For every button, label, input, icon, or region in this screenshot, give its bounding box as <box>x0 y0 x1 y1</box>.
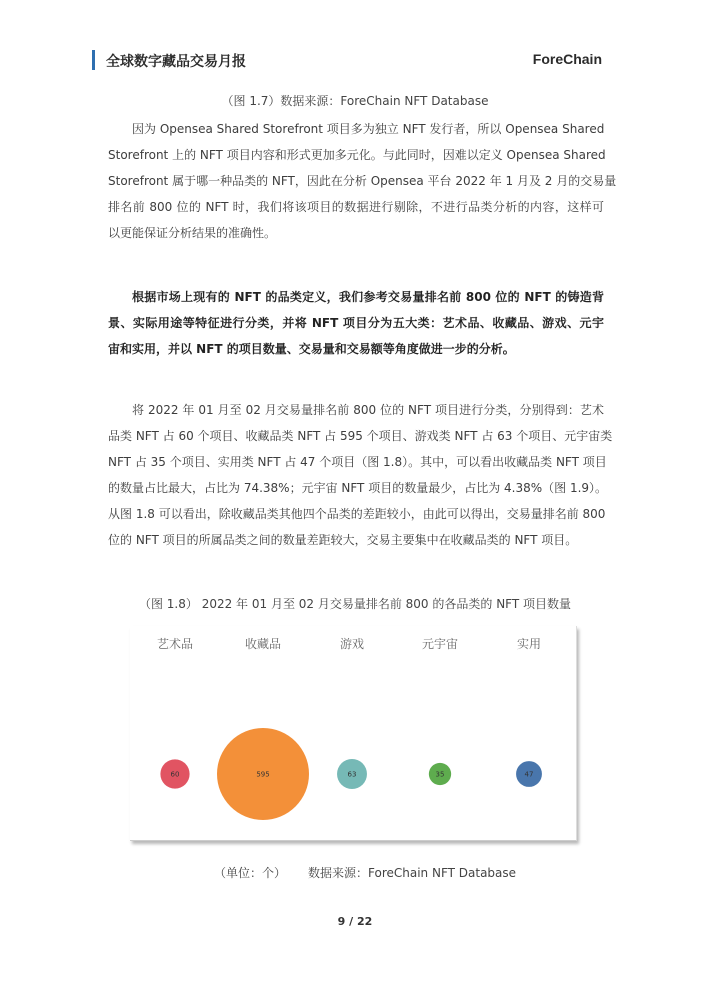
paragraph-1-line: Storefront 上的 NFT 项目内容和形式更加多元化。与此同时，因难以定义 Opensea Shared <box>108 148 606 162</box>
paragraph-3-line: 位的 NFT 项目的所属品类之间的数量差距较大，交易主要集中在收藏品类的 NFT 项目。 <box>108 533 578 547</box>
bubble-value-label: 63 <box>347 770 357 779</box>
paragraph-2-line: 宙和实用，并以 NFT 的项目数量、交易量和交易额等角度做进一步的分析。 <box>108 342 515 356</box>
paragraph-1 <box>108 116 617 246</box>
bubble-value-label: 595 <box>256 770 270 779</box>
paragraph-1-line: 因为 Opensea Shared Storefront 项目多为独立 NFT 发行者，所以 Opensea Shared <box>132 122 605 136</box>
paragraph-1-line: Storefront 属于哪一种品类的 NFT，因此在分析 Opensea 平台 2022 年 1 月及 2 月的交易量 <box>108 174 617 188</box>
paragraph-3 <box>108 397 613 553</box>
header-accent-bar <box>92 50 95 70</box>
figure-1-8-caption: （图 1.8） 2022 年 01 月至 02 月交易量排名前 800 的各品类的 NFT 项目数量 <box>138 597 572 611</box>
bubble-value-label: 60 <box>170 770 180 779</box>
legend-label: 游戏 <box>339 637 365 651</box>
paragraph-3-line: 的数量占比最大，占比为 74.38%；元宇宙 NFT 项目的数量最少，占比为 4.38%（图 1.9）。 <box>108 481 608 495</box>
chart-svg <box>130 626 576 840</box>
bubble-value-label: 35 <box>435 770 445 779</box>
brand-name: ForeChain <box>532 51 602 67</box>
page-number: 9 / 22 <box>337 915 373 928</box>
legend-label: 收藏品 <box>244 637 282 651</box>
legend-label: 艺术品 <box>156 637 194 651</box>
paragraph-3-line: 品类 NFT 占 60 个项目、收藏品类 NFT 占 595 个项目、游戏类 NFT 占 63 个项目、元宇宙类 <box>108 429 613 443</box>
paragraph-3-line: 从图 1.8 可以看出，除收藏品类其他四个品类的差距较小，由此可以得出，交易量排名前 800 <box>108 507 606 521</box>
paragraph-2 <box>108 284 604 362</box>
paragraph-2-line: 景、实际用途等特征进行分类，并将 NFT 项目分为五大类：艺术品、收藏品、游戏、元宇 <box>108 316 604 330</box>
nft-category-bubble-chart <box>130 626 577 841</box>
report-title: 全球数字藏品交易月报 <box>106 54 246 70</box>
paragraph-1-line: 以更能保证分析结果的准确性。 <box>108 226 277 240</box>
paragraph-3-line: 将 2022 年 01 月至 02 月交易量排名前 800 位的 NFT 项目进行分类，分别得到：艺术 <box>132 403 604 417</box>
figure-1-7-caption: （图 1.7）数据来源：ForeChain NFT Database <box>221 94 489 108</box>
legend-label: 实用 <box>516 637 542 651</box>
bubble-value-label: 47 <box>524 770 534 779</box>
unit-note: （单位：个） <box>214 866 287 880</box>
legend-label: 元宇宙 <box>421 637 459 651</box>
paragraph-3-line: NFT 占 35 个项目、实用类 NFT 占 47 个项目（图 1.8）。其中，可以看出收藏品类 NFT 项目 <box>108 455 607 469</box>
data-source-note: 数据来源：ForeChain NFT Database <box>308 866 517 880</box>
paragraph-2-line: 根据市场上现有的 NFT 的品类定义，我们参考交易量排名前 800 位的 NFT 的铸造背 <box>132 290 604 304</box>
paragraph-1-line: 排名前 800 位的 NFT 时，我们将该项目的数据进行剔除，不进行品类分析的内容，这样可 <box>108 200 604 214</box>
